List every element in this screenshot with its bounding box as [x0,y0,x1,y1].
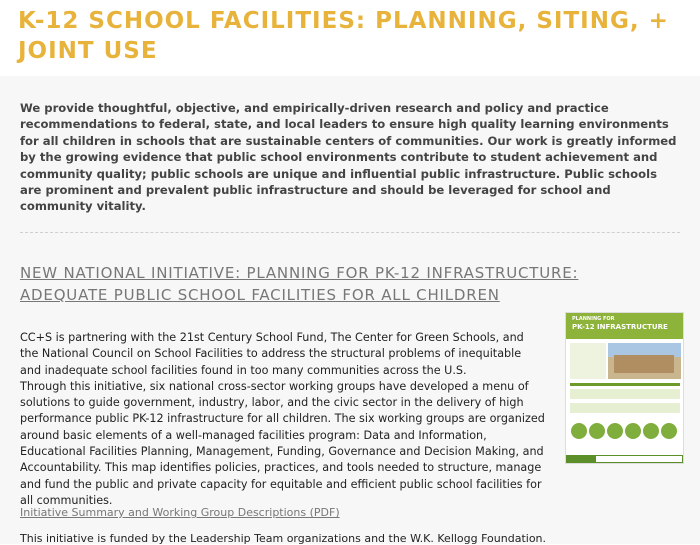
intro-paragraph: We provide thoughtful, objective, and empirically-driven research and policy and practice recommendations to federal, state, and local leaders to ensure high quality learning environments for all children in schools that are sustainable centers of communities. Our work is greatly informed by the growing evidence that public school environments contribute to student achievement and community quality; public schools are unique and influential public infrastructure. Public schools are prominent and prevalent public infrastructure and should be leveraged for school and community vitality. [20,101,677,214]
thumbnail-label-large: PK-12 INFRASTRUCTURE [572,323,668,331]
initiative-paragraph-2: Through this initiative, six national cross-sector working groups have developed a menu of solutions to guide government, industry, labor, and the civic sector in the delivery of high performance public PK-12 infrastructure for all children. The six working groups are organized around basic elements of a well-managed facilities program: Data and Information, Educational Facilities Planning, Management, Funding, Governance and Decision Making, and Accountability. This map identifies policies, practices, and tools needed to structure, manage and fund the public and private capacity for equitable and efficient public school facilities for all communities. [20,379,545,507]
section-divider [20,232,680,233]
thumbnail-sidebar [570,343,606,379]
thumbnail-rule [570,383,680,386]
funding-note: This initiative is funded by the Leadership Team organizations and the W.K. Kellogg Foundation. [20,532,547,545]
thumbnail-header [566,313,683,339]
page-header [0,0,700,64]
thumbnail-label-small: PLANNING FOR [572,316,615,322]
thumbnail-text-block [570,389,680,399]
circle-icon [661,423,677,439]
initiative-description [20,330,545,509]
initiative-brochure-thumbnail[interactable] [565,312,684,464]
initiative-paragraph-1: CC+S is partnering with the 21st Century School Fund, The Center for Green Schools, and the National Council on School Facilities to address the structural problems of inequitable and inadequate school facilities found in too many communities across the U.S. [20,331,524,377]
initiative-title-link[interactable]: NEW NATIONAL INITIATIVE: PLANNING FOR PK-12 INFRASTRUCTURE: ADEQUATE PUBLIC SCHOOL FACILITIES FOR ALL CHILDREN [20,264,579,304]
thumbnail-school-photo [608,343,681,379]
page-title: K-12 SCHOOL FACILITIES: PLANNING, SITING, + JOINT USE [18,8,669,64]
circle-icon [571,423,587,439]
thumbnail-icon-row [570,421,680,451]
thumbnail-logos [596,456,682,462]
circle-icon [607,423,623,439]
circle-icon [625,423,641,439]
initiative-summary-pdf-link[interactable]: Initiative Summary and Working Group Descriptions (PDF) [20,506,340,519]
circle-icon [643,423,659,439]
circle-icon [589,423,605,439]
thumbnail-text-block [570,403,680,413]
